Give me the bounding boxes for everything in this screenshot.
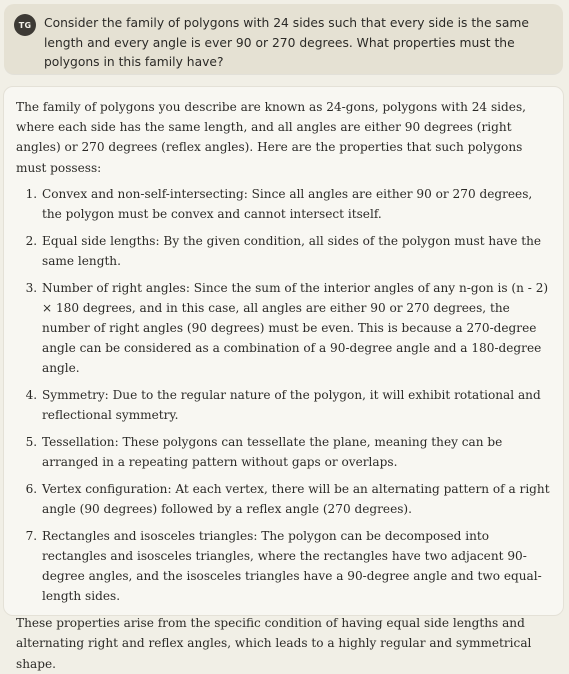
user-avatar: TG — [14, 14, 36, 36]
list-item: 6. Vertex configuration: At each vertex, there will be an alternating pattern of a right angle (90 degrees) followed by a reflex angle (270 degrees). — [41, 479, 551, 519]
user-message — [4, 4, 563, 74]
assistant-message — [3, 86, 564, 671]
list-item: 1. Convex and non-self-intersecting: Since all angles are either 90 or 270 degrees, the polygon must be convex and cannot intersect itself. — [41, 184, 551, 224]
list-item: 7. Rectangles and isosceles triangles: The polygon can be decomposed into rectangles and isosceles triangles, where the rectangles have two adjacent 90-degree angles, and the isosceles triangles have a 90-degree angle and two equal-length sides. — [41, 526, 551, 607]
list-item: 3. Number of right angles: Since the sum of the interior angles of any n-gon is (n - 2) × 180 degrees, and in this case, all angles are either 90 or 270 degrees, the number of right angles (90 degrees) must be even. This is because a 270-degree angle can be considered as a combination of a 90-degree angle and a 180-degree angle. — [41, 278, 551, 379]
properties-list — [16, 184, 551, 607]
user-message-text: Consider the family of polygons with 24 sides such that every side is the same length and every angle is ever 90 or 270 degrees. What properties must the polygons in this family have? — [44, 16, 529, 69]
list-item: 5. Tessellation: These polygons can tessellate the plane, meaning they can be arranged in a repeating pattern without gaps or overlaps. — [41, 432, 551, 472]
assistant-intro: The family of polygons you describe are known as 24-gons, polygons with 24 sides, where each side has the same length, and all angles are either 90 degrees (right angles) or 270 degrees (reflex angles). Here are the properties that such polygons must possess: — [16, 100, 526, 175]
list-item: 2. Equal side lengths: By the given condition, all sides of the polygon must have the same length. — [41, 231, 551, 271]
assistant-closing: These properties arise from the specific condition of having equal side lengths and alternating right and reflex angles, which leads to a highly regular and symmetrical shape. — [16, 616, 532, 671]
list-item: 4. Symmetry: Due to the regular nature of the polygon, it will exhibit rotational and reflectional symmetry. — [41, 385, 551, 425]
